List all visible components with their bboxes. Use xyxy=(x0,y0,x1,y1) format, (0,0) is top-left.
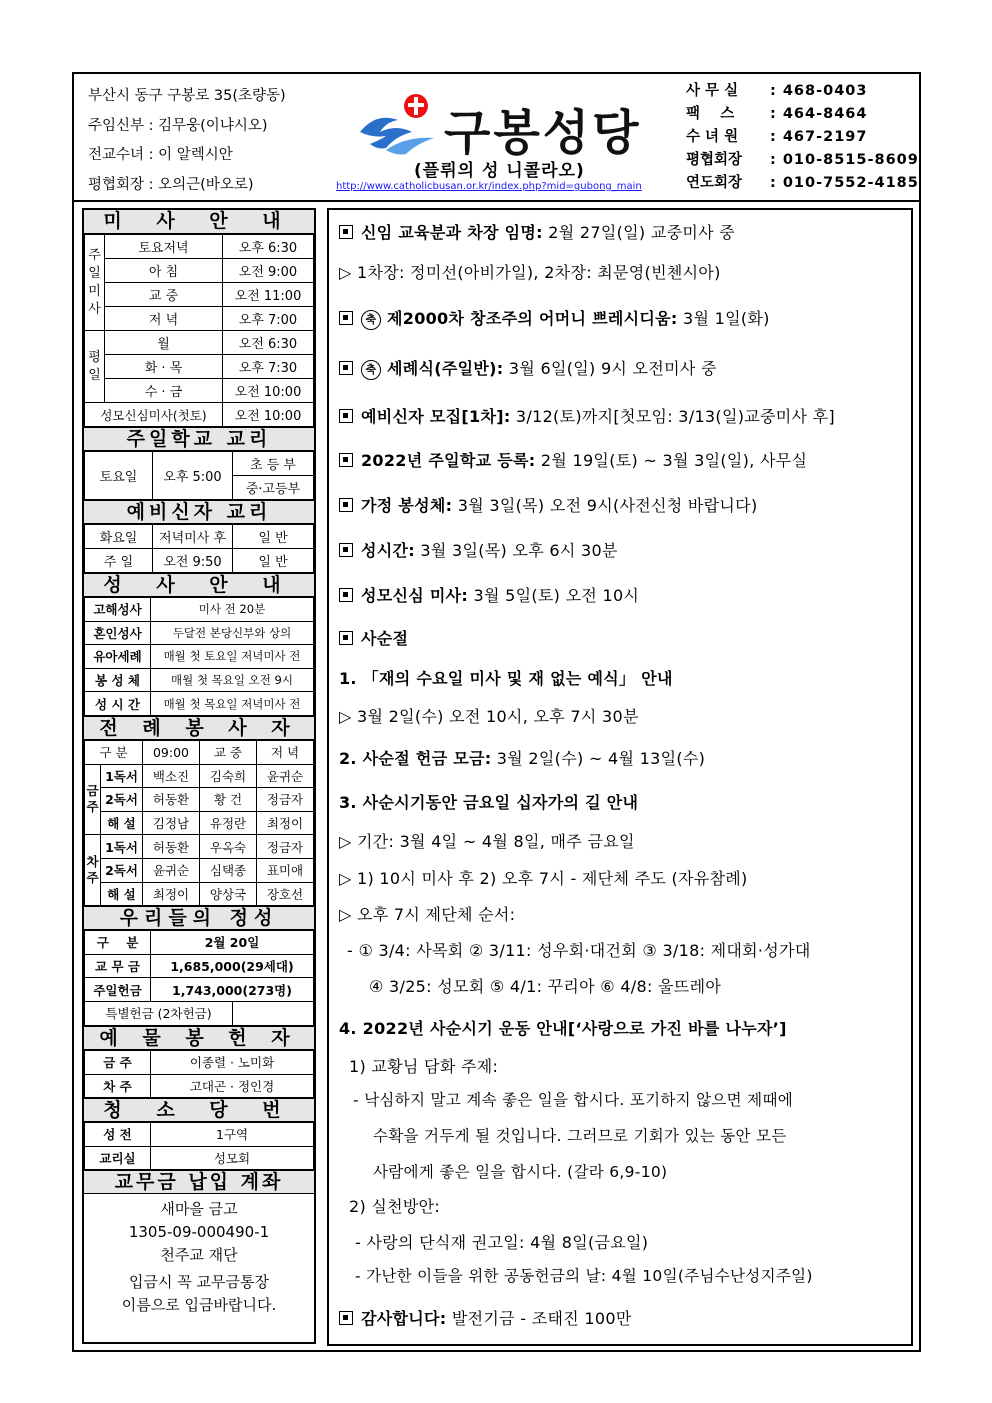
table-row xyxy=(85,978,314,1002)
offering-value: 2월 20일 xyxy=(151,931,314,955)
sacrament-desc: 매월 첫 목요일 저녁미사 전 xyxy=(151,692,314,716)
parish-logo-icon xyxy=(356,92,438,156)
catechumen-title: 예비신자 교리 xyxy=(84,500,314,524)
server-name: 김숙희 xyxy=(200,764,257,788)
table-row xyxy=(85,283,314,307)
offering-label: 주일헌금 xyxy=(85,978,151,1002)
school-day: 토요일 xyxy=(85,452,153,500)
table-row xyxy=(85,1002,314,1026)
table-row xyxy=(85,1051,314,1075)
notice-item xyxy=(339,1306,632,1329)
sacrament-name: 유아세례 xyxy=(85,645,151,669)
lent-item-text: [‘사랑으로 가진 바를 나누자’] xyxy=(567,1019,787,1038)
lent-item-sub: ▷ 3월 2일(수) 오전 10시, 오후 7시 30분 xyxy=(339,707,639,726)
mass-name: 성모신심미사(첫토) xyxy=(85,403,223,427)
notice-item xyxy=(339,306,770,330)
catechumen-time: 저녁미사 후 xyxy=(153,525,233,549)
sacrament-name: 고해성사 xyxy=(85,598,151,622)
lent-item-sub: ▷ 오후 7시 제단체 순서: xyxy=(339,905,516,924)
offering-table xyxy=(84,930,314,1002)
gifts-table xyxy=(84,1050,314,1098)
special-offering-table xyxy=(84,1002,314,1026)
catechumen-group: 일 반 xyxy=(233,525,314,549)
cleaning-table xyxy=(84,1122,314,1170)
lent-item-sub: ▷ 1) 10시 미사 후 2) 오후 7시 - 제단체 주도 (자유참례) xyxy=(339,869,748,888)
server-name: 김정남 xyxy=(143,811,200,835)
notice-title: 신임 교육분과 차장 임명: xyxy=(361,223,543,242)
cleaning-label: 교리실 xyxy=(85,1146,151,1170)
account-note: 입금시 꼭 교무금통장 xyxy=(129,1273,269,1292)
gifts-title: 예 물 봉 헌 자 xyxy=(84,1026,314,1050)
lent-item-sub: - 낙심하지 말고 계속 좋은 일을 합시다. 포기하지 않으면 제때에 xyxy=(353,1091,793,1109)
table-row xyxy=(85,525,314,549)
table-row xyxy=(85,764,314,788)
bullet-square-icon xyxy=(339,543,353,557)
notice-item xyxy=(339,538,618,561)
table-row xyxy=(85,1074,314,1098)
council-president: 평협회장 : 오의근(바오로) xyxy=(88,176,254,193)
lent-item-sub: 수확을 거두게 될 것입니다. 그러므로 기회가 있는 동안 모든 xyxy=(373,1127,787,1145)
server-role: 2독서 xyxy=(101,788,143,812)
logo-block xyxy=(336,86,676,198)
notice-item xyxy=(339,356,717,380)
contact-row xyxy=(686,126,919,149)
table-row xyxy=(85,549,314,573)
notice-text: 3/12(토)까지[첫모임: 3/13(일)교중미사 후] xyxy=(510,407,835,426)
table-row xyxy=(85,858,314,882)
lent-item xyxy=(339,746,705,769)
sacrament-desc: 미사 전 20분 xyxy=(151,598,314,622)
server-name: 황 건 xyxy=(200,788,257,812)
server-name: 장호선 xyxy=(257,882,314,906)
mass-time: 오전 10:00 xyxy=(223,403,314,427)
account-number: 1305-09-000490-1 xyxy=(128,1223,270,1242)
contact-value: : 010-8515-8609 xyxy=(770,152,919,168)
bullet-square-icon xyxy=(339,453,353,467)
catechumen-table xyxy=(84,524,314,573)
lent-item-title: 1. 「재의 수요일 미사 및 재 없는 예식」 안내 xyxy=(339,669,673,688)
notice-item xyxy=(339,404,835,427)
lent-item-title: 4. 2022년 사순시기 운동 안내 xyxy=(339,1019,568,1038)
table-row xyxy=(85,331,314,355)
servers-table xyxy=(84,740,314,906)
account-info xyxy=(84,1194,314,1317)
contact-label: 평협회장 xyxy=(686,152,743,168)
mass-table xyxy=(84,234,314,427)
parish-info xyxy=(88,82,286,200)
school-group: 중·고등부 xyxy=(233,476,314,500)
table-row xyxy=(85,954,314,978)
notice-item xyxy=(339,493,757,516)
table-row xyxy=(85,882,314,906)
lent-item-title: 2. 사순절 헌금 모금: xyxy=(339,749,492,768)
notice-item xyxy=(339,626,408,649)
server-name: 허동환 xyxy=(143,788,200,812)
mass-time: 오전 9:00 xyxy=(223,259,314,283)
lent-item-sub: - 사랑의 단식재 권고일: 4월 8일(금요일) xyxy=(355,1233,649,1252)
offering-label: 특별헌금 (2차헌금) xyxy=(85,1002,233,1026)
table-row xyxy=(85,668,314,692)
server-name: 유정란 xyxy=(200,811,257,835)
sacraments-title: 성 사 안 내 xyxy=(84,573,314,597)
table-row xyxy=(85,931,314,955)
account-note: 이름으로 입금바랍니다. xyxy=(121,1296,277,1315)
servers-header: 구 분 xyxy=(85,740,143,764)
sunday-school-table xyxy=(84,451,314,500)
lent-item-sub: 사람에게 좋은 일을 합시다. (갈라 6,9-10) xyxy=(373,1163,668,1181)
contact-value: : 468-0403 xyxy=(770,83,868,99)
server-name: 허동환 xyxy=(143,835,200,859)
mass-time: 오후 7:30 xyxy=(223,355,314,379)
lent-item-text: 3월 2일(수) ~ 4월 13일(수) xyxy=(491,749,706,768)
server-name: 심택종 xyxy=(200,858,257,882)
school-time: 오후 5:00 xyxy=(153,452,233,500)
server-name: 백소진 xyxy=(143,764,200,788)
server-role: 2독서 xyxy=(101,858,143,882)
bullet-square-icon xyxy=(339,1311,353,1325)
mass-name: 월 xyxy=(105,331,223,355)
catechumen-day: 주 일 xyxy=(85,549,153,573)
notice-text: 3월 1일(화) xyxy=(677,309,770,328)
patron-saint: (플뤼의 성 니콜라오) xyxy=(414,161,585,181)
lent-item-sub: ▷ 기간: 3월 4일 ~ 4월 8일, 매주 금요일 xyxy=(339,832,635,851)
table-row xyxy=(85,355,314,379)
sacrament-name: 혼인성사 xyxy=(85,621,151,645)
server-name: 최정이 xyxy=(143,882,200,906)
gift-value: 고대곤 · 정인경 xyxy=(151,1074,314,1098)
contact-value: : 467-2197 xyxy=(770,129,868,145)
week-label: 차주 xyxy=(85,835,101,906)
table-row xyxy=(85,452,314,476)
server-role: 1독서 xyxy=(101,764,143,788)
table-row xyxy=(85,645,314,669)
contact-row xyxy=(686,172,919,195)
bulletin-frame xyxy=(72,72,921,1352)
table-row xyxy=(85,621,314,645)
lent-item-title: 3. 사순시기동안 금요일 십자가의 길 안내 xyxy=(339,793,639,812)
mass-name: 화 · 목 xyxy=(105,355,223,379)
lent-item-sub: - ① 3/4: 사목회 ② 3/11: 성우회·대건회 ③ 3/18: 제대회·성가대 xyxy=(347,941,811,960)
server-name: 정금자 xyxy=(257,788,314,812)
contact-label: 수 녀 원 xyxy=(686,129,739,145)
mass-name: 토요저녁 xyxy=(105,235,223,259)
cleaning-label: 성 전 xyxy=(85,1123,151,1147)
mass-time: 오후 6:30 xyxy=(223,235,314,259)
bullet-square-icon xyxy=(339,631,353,645)
gift-value: 이종렬 · 노미화 xyxy=(151,1051,314,1075)
offering-label: 구 분 xyxy=(85,931,151,955)
table-row xyxy=(85,788,314,812)
gift-label: 차 주 xyxy=(85,1074,151,1098)
table-row xyxy=(85,1146,314,1170)
bullet-square-icon xyxy=(339,498,353,512)
missionary: 전교수녀 : 이 알렉시안 xyxy=(88,147,233,163)
parish-url-link[interactable]: http://www.catholicbusan.or.kr/index.php?mid=gubong_main xyxy=(336,181,642,192)
mass-name: 수 · 금 xyxy=(105,379,223,403)
table-row xyxy=(85,692,314,716)
table-row xyxy=(85,811,314,835)
table-row xyxy=(85,403,314,427)
notice-text: 3월 6일(일) 9시 오전미사 중 xyxy=(503,359,717,378)
notice-title: 성시간: xyxy=(361,541,415,560)
lent-item-sub: 2) 실천방안: xyxy=(349,1197,441,1216)
address: 부산시 동구 구봉로 35(초량동) xyxy=(88,88,286,104)
sacrament-name: 봉 성 체 xyxy=(85,668,151,692)
mass-section-title: 미 사 안 내 xyxy=(84,210,314,234)
server-name: 표미애 xyxy=(257,858,314,882)
mass-name: 저 녁 xyxy=(105,307,223,331)
notice-text: 3월 3일(목) 오후 6시 30분 xyxy=(414,541,618,560)
servers-header: 09:00 xyxy=(143,740,200,764)
sidebar xyxy=(82,208,316,1344)
celebration-badge-icon: 축 xyxy=(361,360,381,380)
week-label: 금주 xyxy=(85,764,101,835)
gift-label: 금 주 xyxy=(85,1051,151,1075)
server-name: 정금자 xyxy=(257,835,314,859)
contact-label: 사 무 실 xyxy=(686,83,739,99)
lent-item-sub: 1) 교황님 담화 주제: xyxy=(349,1057,499,1076)
server-name: 양상국 xyxy=(200,882,257,906)
mass-time: 오전 6:30 xyxy=(223,331,314,355)
lent-item-sub: ④ 3/25: 성모회 ⑤ 4/1: 꾸리아 ⑥ 4/8: 울뜨레아 xyxy=(369,977,722,996)
sunday-mass-label: 주일미사 xyxy=(85,235,105,331)
servers-title: 전 례 봉 사 자 xyxy=(84,716,314,740)
offering-value: 1,685,000(29세대) xyxy=(151,954,314,978)
offering-title: 우리들의 정성 xyxy=(84,906,314,930)
sacrament-name: 성 시 간 xyxy=(85,692,151,716)
pastor: 주임신부 : 김무웅(이냐시오) xyxy=(88,117,268,134)
catechumen-time: 오전 9:50 xyxy=(153,549,233,573)
server-role: 1독서 xyxy=(101,835,143,859)
table-row xyxy=(85,598,314,622)
contact-value: : 464-8464 xyxy=(770,106,868,122)
server-role: 해 설 xyxy=(101,882,143,906)
mass-name: 아 침 xyxy=(105,259,223,283)
servers-header: 교 중 xyxy=(200,740,257,764)
mass-time: 오후 7:00 xyxy=(223,307,314,331)
mass-name: 교 중 xyxy=(105,283,223,307)
server-name: 윤귀순 xyxy=(143,858,200,882)
notice-item xyxy=(339,583,639,606)
bullet-square-icon xyxy=(339,588,353,602)
celebration-badge-icon: 축 xyxy=(361,310,381,330)
table-row xyxy=(85,307,314,331)
table-row xyxy=(85,259,314,283)
mass-time: 오전 11:00 xyxy=(223,283,314,307)
school-group: 초 등 부 xyxy=(233,452,314,476)
cleaning-title: 청 소 당 번 xyxy=(84,1098,314,1122)
catechumen-day: 화요일 xyxy=(85,525,153,549)
contact-row xyxy=(686,80,919,103)
lent-item xyxy=(339,1016,787,1039)
server-name: 우옥숙 xyxy=(200,835,257,859)
header xyxy=(74,74,919,202)
cleaning-value: 성모회 xyxy=(151,1146,314,1170)
sacrament-desc: 매월 첫 토요일 저녁미사 전 xyxy=(151,645,314,669)
server-name: 최정이 xyxy=(257,811,314,835)
notice-text: 2월 27일(일) 교중미사 중 xyxy=(542,223,735,242)
notice-sub: ▷ 1차장: 정미선(아비가일), 2차장: 최문영(빈첸시아) xyxy=(339,263,721,282)
lent-item-sub: - 가난한 이들을 위한 공동헌금의 날: 4월 10일(주님수난성지주일) xyxy=(355,1267,813,1285)
notice-text: 2월 19일(토) ~ 3월 3일(일), 사무실 xyxy=(535,451,808,470)
sacrament-desc: 두달전 본당신부와 상의 xyxy=(151,621,314,645)
notice-title: 2022년 주일학교 등록: xyxy=(361,451,536,470)
contact-row xyxy=(686,103,919,126)
catechumen-group: 일 반 xyxy=(233,549,314,573)
contact-label: 연도회장 xyxy=(686,175,743,191)
contact-row xyxy=(686,149,919,172)
offering-label: 교 무 금 xyxy=(85,954,151,978)
bullet-square-icon xyxy=(339,409,353,423)
sacrament-desc: 매월 첫 목요일 오전 9시 xyxy=(151,668,314,692)
notice-title: 세례식(주일반): xyxy=(387,359,504,378)
contact-label: 팩 스 xyxy=(686,106,735,122)
servers-header: 저 녁 xyxy=(257,740,314,764)
table-row xyxy=(85,835,314,859)
notice-title: 사순절 xyxy=(361,629,409,648)
notice-title: 감사합니다: xyxy=(361,1309,447,1328)
table-row xyxy=(85,235,314,259)
offering-value xyxy=(233,1002,314,1026)
sunday-school-title: 주일학교 교리 xyxy=(84,427,314,451)
notice-title: 제2000차 창조주의 어머니 쁘레시디움: xyxy=(387,309,678,328)
parish-name: 구봉성당 xyxy=(444,105,642,161)
account-holder: 천주교 재단 xyxy=(160,1246,238,1265)
offering-value: 1,743,000(273명) xyxy=(151,978,314,1002)
contact-value: : 010-7552-4185 xyxy=(770,175,919,191)
bullet-square-icon xyxy=(339,225,353,239)
notice-title: 가정 봉성체: xyxy=(361,496,453,515)
weekday-mass-label: 평일 xyxy=(85,331,105,403)
bank-name: 새마을 금고 xyxy=(160,1200,238,1219)
account-title: 교무금 납입 계좌 xyxy=(84,1170,314,1194)
notice-item xyxy=(339,448,807,471)
table-row xyxy=(85,1123,314,1147)
notice-text: 3월 3일(목) 오전 9시(사전신청 바랍니다) xyxy=(452,496,758,515)
notice-title: 예비신자 모집[1차]: xyxy=(361,407,511,426)
notice-item xyxy=(339,220,735,243)
sacraments-table xyxy=(84,597,314,716)
server-name: 윤귀순 xyxy=(257,764,314,788)
bullet-square-icon xyxy=(339,361,353,375)
bullet-square-icon xyxy=(339,311,353,325)
table-row xyxy=(85,379,314,403)
notice-text: 발전기금 - 조태진 100만 xyxy=(446,1309,632,1328)
cleaning-value: 1구역 xyxy=(151,1123,314,1147)
notice-title: 성모신심 미사: xyxy=(361,586,469,605)
mass-time: 오전 10:00 xyxy=(223,379,314,403)
contact-list xyxy=(686,80,919,195)
notice-text: 3월 5일(토) 오전 10시 xyxy=(468,586,640,605)
notices-panel xyxy=(327,208,913,1346)
table-row xyxy=(85,740,314,764)
server-role: 해 설 xyxy=(101,811,143,835)
